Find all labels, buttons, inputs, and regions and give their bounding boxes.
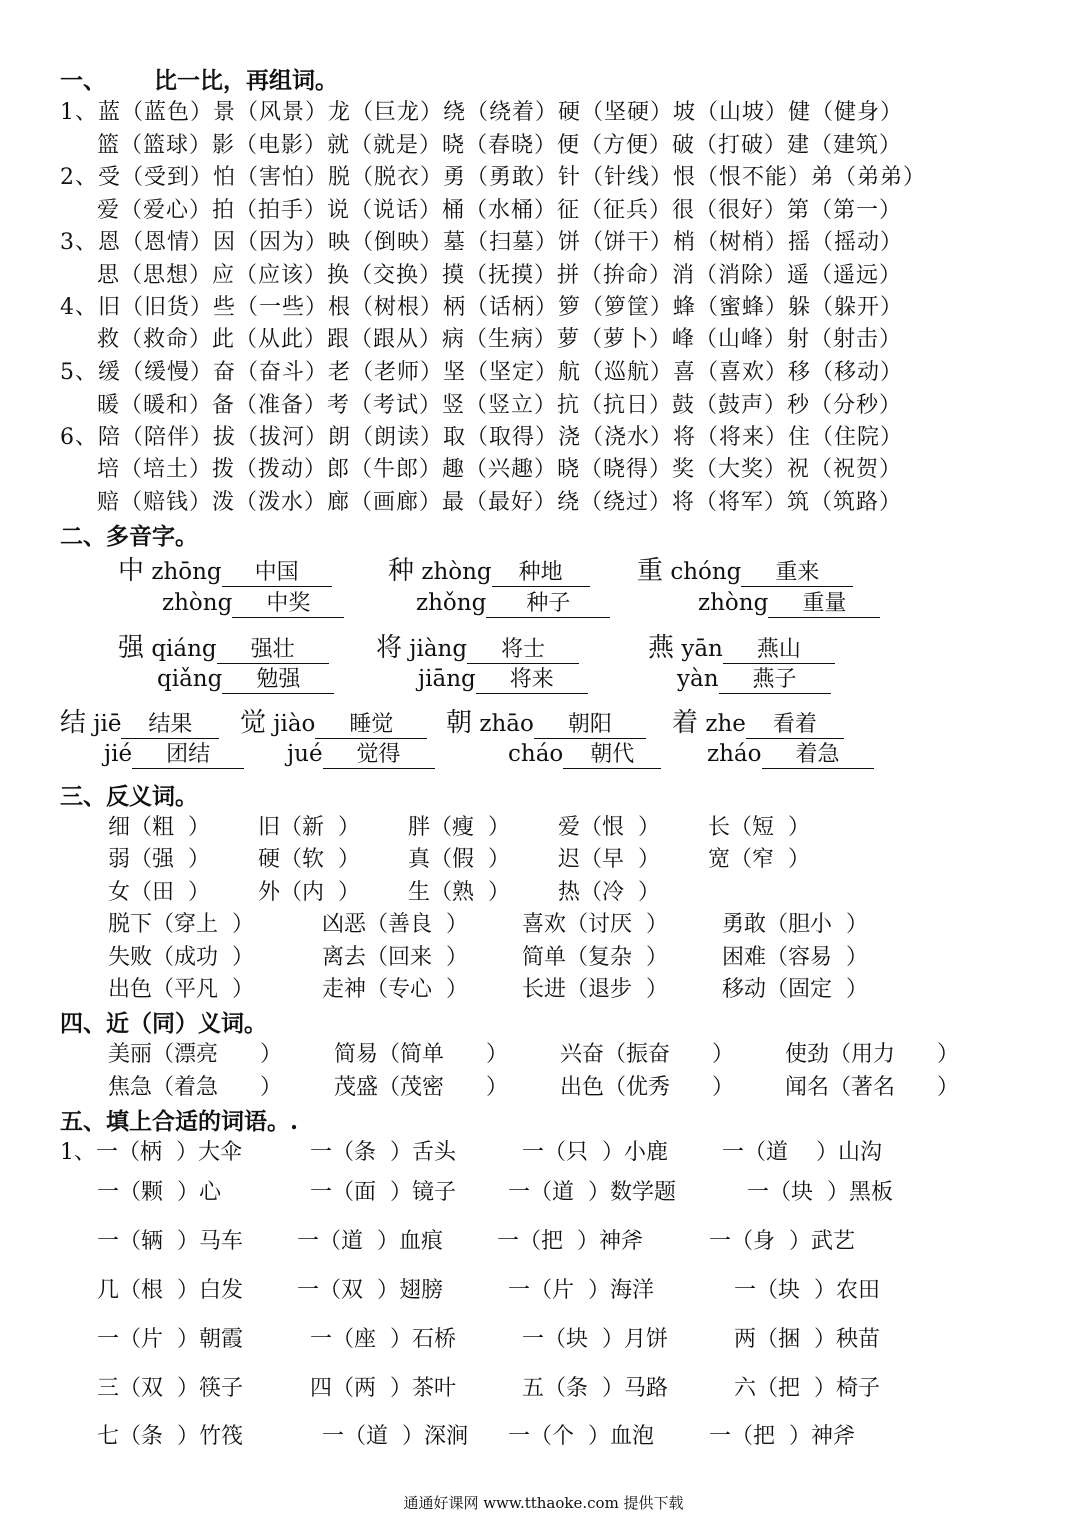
polyphone-entry: 将 jiàng 将士: [376, 627, 579, 664]
measure-word-item: 一（片 ）朝霞: [97, 1327, 243, 1352]
antonym-item: 勇敢（胆小 ）: [722, 912, 868, 937]
measure-word-item: 一（条 ）舌头: [310, 1140, 456, 1165]
compare-row: 1、蓝（蓝色）景（风景）龙（巨龙）绕（绕着）硬（坚硬）坡（山坡）健（健身）: [60, 100, 903, 125]
compare-row: 篮（篮球）影（电影）就（就是）晓（春晓）便（方便）破（打破）建（建筑）: [97, 133, 903, 158]
synonym-item: 焦急（着急 ）: [108, 1075, 282, 1100]
compare-row: 赔（赔钱）泼（泼水）廊（画廊）最（最好）绕（绕过）将（将军）筑（筑路）: [97, 490, 903, 515]
polyphone-entry: yàn 燕子: [677, 666, 831, 694]
antonym-item: 长（短 ）: [708, 815, 810, 840]
polyphone-entry: 强 qiáng 强壮: [118, 627, 329, 664]
measure-word-item: 四（两 ）茶叶: [310, 1376, 456, 1401]
section-3-heading: 三、反义词。: [60, 783, 198, 810]
polyphone-entry: 种 zhòng 种地: [388, 550, 590, 587]
antonym-item: 热（冷 ）: [558, 880, 660, 905]
antonym-item: 真（假 ）: [408, 847, 510, 872]
antonym-item: 凶恶（善良 ）: [322, 912, 468, 937]
polyphone-entry: 朝 zhāo 朝阳: [446, 702, 646, 739]
measure-word-item: 七（条 ）竹筏: [97, 1424, 243, 1449]
antonym-item: 胖（瘦 ）: [408, 815, 510, 840]
measure-word-item: 五（条 ）马路: [522, 1376, 668, 1401]
polyphone-entry: jié 团结: [104, 741, 244, 769]
antonym-item: 简单（复杂 ）: [522, 945, 668, 970]
compare-row: 5、缓（缓慢）奋（奋斗）老（老师）坚（坚定）航（巡航）喜（喜欢）移（移动）: [60, 360, 903, 385]
measure-word-item: 一（身 ）武艺: [709, 1229, 855, 1254]
antonym-item: 女（田 ）: [108, 880, 210, 905]
synonym-item: 使劲（用力 ）: [785, 1042, 959, 1067]
measure-word-item: 一（座 ）石桥: [310, 1327, 456, 1352]
antonym-item: 移动（固定 ）: [722, 977, 868, 1002]
polyphone-entry: 重 chóng 重来: [637, 550, 853, 587]
polyphone-entry: jué 觉得: [287, 741, 435, 769]
polyphone-entry: zháo 着急: [707, 741, 874, 769]
antonym-item: 困难（容易 ）: [722, 945, 868, 970]
measure-word-item: 三（双 ）筷子: [97, 1376, 243, 1401]
polyphone-entry: 中 zhōng 中国: [118, 550, 332, 587]
measure-word-item: 一（把 ）神斧: [709, 1424, 855, 1449]
antonym-item: 长进（退步 ）: [522, 977, 668, 1002]
measure-word-item: 一（道 ）深涧: [322, 1424, 468, 1449]
compare-row: 2、受（受到）怕（害怕）脱（脱衣）勇（勇敢）针（针线）恨（恨不能）弟（弟弟）: [60, 165, 926, 190]
page-footer: 通通好课网 www.tthaoke.com 提供下载: [403, 1494, 684, 1512]
synonym-item: 茂盛（茂密 ）: [334, 1075, 508, 1100]
measure-word-item: 一（块 ）月饼: [522, 1327, 668, 1352]
measure-word-item: 一（只 ）小鹿: [522, 1140, 668, 1165]
measure-word-item: 一（道 ）血痕: [297, 1229, 443, 1254]
measure-word-item: 一（片 ）海洋: [508, 1278, 654, 1303]
polyphone-entry: 着 zhe 看着: [672, 702, 844, 739]
polyphone-entry: zhòng 重量: [698, 590, 880, 618]
measure-word-item: 一（个 ）血泡: [508, 1424, 654, 1449]
compare-row: 3、恩（恩情）因（因为）映（倒映）墓（扫墓）饼（饼干）梢（树梢）摇（摇动）: [60, 230, 903, 255]
section-5-heading: 五、填上合适的词语。.: [60, 1108, 299, 1135]
antonym-item: 宽（窄 ）: [708, 847, 810, 872]
antonym-item: 出色（平凡 ）: [108, 977, 254, 1002]
synonym-item: 简易（简单 ）: [334, 1042, 508, 1067]
polyphone-entry: cháo 朝代: [508, 741, 661, 769]
measure-word-item: 一（道 ）数学题: [508, 1180, 676, 1205]
antonym-item: 外（内 ）: [258, 880, 360, 905]
measure-word-item: 一（块 ）农田: [734, 1278, 880, 1303]
compare-row: 4、旧（旧货）些（一些）根（树根）柄（话柄）箩（箩筐）蜂（蜜蜂）躲（躲开）: [60, 295, 903, 320]
antonym-item: 喜欢（讨厌 ）: [522, 912, 668, 937]
polyphone-entry: 觉 jiào 睡觉: [240, 702, 427, 739]
compare-row: 6、陪（陪伴）拔（拔河）朗（朗读）取（取得）浇（浇水）将（将来）住（住院）: [60, 425, 903, 450]
polyphone-entry: zhòng 中奖: [162, 590, 344, 618]
antonym-item: 离去（回来 ）: [322, 945, 468, 970]
antonym-item: 细（粗 ）: [108, 815, 210, 840]
antonym-item: 旧（新 ）: [258, 815, 360, 840]
antonym-item: 生（熟 ）: [408, 880, 510, 905]
polyphone-entry: jiāng 将来: [418, 666, 588, 694]
synonym-item: 出色（优秀 ）: [560, 1075, 734, 1100]
measure-word-item: 一（面 ）镜子: [310, 1180, 456, 1205]
polyphone-entry: zhǒng 种子: [416, 590, 610, 618]
compare-row: 暖（暖和）备（准备）考（考试）竖（竖立）抗（抗日）鼓（鼓声）秒（分秒）: [97, 393, 903, 418]
compare-row: 爱（爱心）拍（拍手）说（说话）桶（水桶）征（征兵）很（很好）第（第一）: [97, 198, 903, 223]
compare-row: 思（思想）应（应该）换（交换）摸（抚摸）拼（拚命）消（消除）遥（遥远）: [97, 263, 903, 288]
measure-word-item: 六（把 ）椅子: [734, 1376, 880, 1401]
antonym-item: 脱下（穿上 ）: [108, 912, 254, 937]
compare-row: 救（救命）此（从此）跟（跟从）病（生病）萝（萝卜）峰（山峰）射（射击）: [97, 327, 903, 352]
antonym-item: 硬（软 ）: [258, 847, 360, 872]
section-1-heading: 一、 比一比，再组词。: [60, 67, 339, 94]
measure-word-item: 一（块 ）黑板: [747, 1180, 893, 1205]
measure-word-item: 一（把 ）神斧: [497, 1229, 643, 1254]
synonym-item: 美丽（漂亮 ）: [108, 1042, 282, 1067]
synonym-item: 闻名（著名 ）: [785, 1075, 959, 1100]
measure-word-item: 一（双 ）翅膀: [297, 1278, 443, 1303]
measure-word-item: 一（道 ）山沟: [722, 1140, 882, 1165]
measure-word-item: 几（根 ）白发: [97, 1278, 243, 1303]
polyphone-entry: qiǎng 勉强: [157, 666, 334, 694]
antonym-item: 爱（恨 ）: [558, 815, 660, 840]
measure-word-item: 1、一（柄 ）大伞: [60, 1140, 242, 1165]
antonym-item: 弱（强 ）: [108, 847, 210, 872]
synonym-item: 兴奋（振奋 ）: [560, 1042, 734, 1067]
polyphone-entry: 燕 yān 燕山: [648, 627, 835, 664]
measure-word-item: 两（捆 ）秧苗: [734, 1327, 880, 1352]
antonym-item: 失败（成功 ）: [108, 945, 254, 970]
antonym-item: 迟（早 ）: [558, 847, 660, 872]
antonym-item: 走神（专心 ）: [322, 977, 468, 1002]
measure-word-item: 一（辆 ）马车: [97, 1229, 243, 1254]
polyphone-entry: 结 jiē 结果: [60, 702, 219, 739]
section-4-heading: 四、近（同）义词。: [60, 1010, 267, 1037]
section-2-heading: 二、多音字。: [60, 523, 198, 550]
compare-row: 培（培土）拨（拨动）郎（牛郎）趣（兴趣）晓（晓得）奖（大奖）祝（祝贺）: [97, 457, 903, 482]
measure-word-item: 一（颗 ）心: [97, 1180, 221, 1205]
